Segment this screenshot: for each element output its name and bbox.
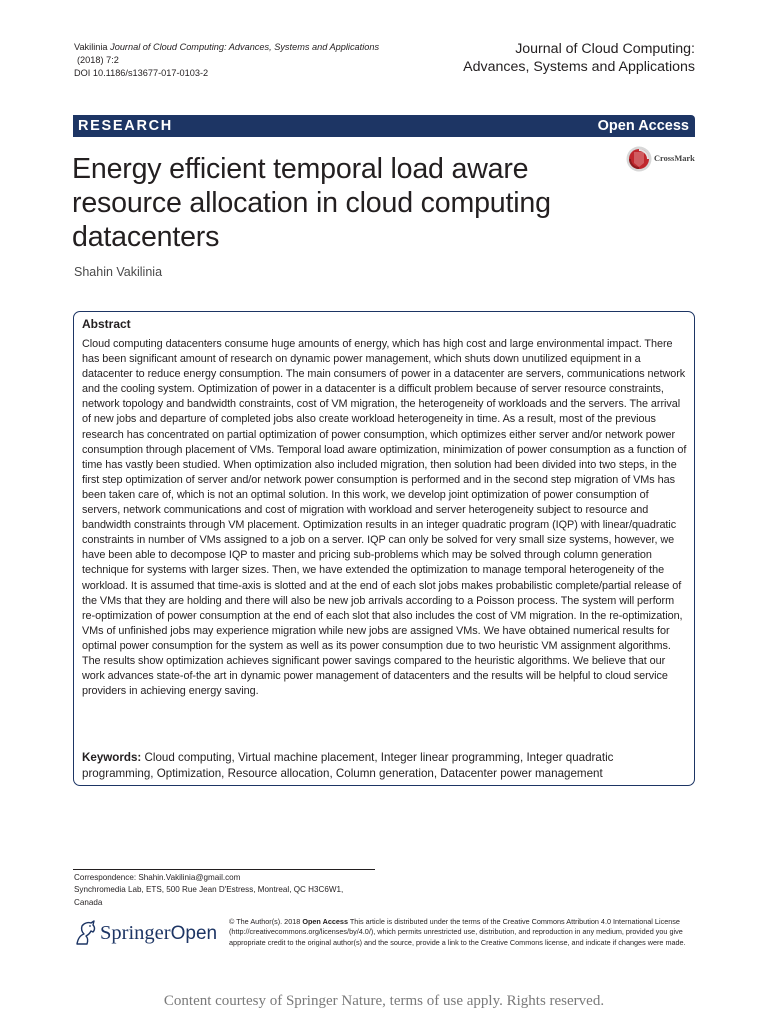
springer-open: Open [170, 923, 218, 944]
journal-name-line1: Journal of Cloud Computing: [515, 41, 695, 57]
article-type-label: RESEARCH [78, 118, 173, 134]
courtesy-note: Content courtesy of Springer Nature, terms of use apply. Rights reserved. [163, 993, 605, 1009]
crossmark-icon [626, 146, 652, 172]
keywords-list: Cloud computing, Virtual machine placement, Integer linear programming, Integer quadratic programming, Optimization, Resource allocation, Column generation, Datacenter power management [82, 751, 614, 780]
citation-block [74, 41, 404, 79]
cite-journal: Journal of Cloud Computing: Advances, Systems and Applications [110, 42, 380, 52]
affiliation-line1: Synchromedia Lab, ETS, 500 Rue Jean D'Estress, Montreal, QC H3C6W1, [74, 885, 344, 895]
abstract-body: Cloud computing datacenters consume huge amounts of energy, which has high cost and large environmental impact. There has been significant amount of research on dynamic power management, which shuts down unutilized equipment in a datacenter to reduce energy consumption. The main consumers of power in a datacenter are servers, communications network and the cooling system. Optimization of power in a datacenter is a difficult problem because of server resource constraints, network topology and bandwidth constraints, cost of VM migration, the heterogeneity of workloads and the servers. The arrival of new jobs and departure of completed jobs also create workload heterogeneity in time. As a result, most of the previous research has concentrated on partial optimization of power consumption, which optimizes either server and/or network power consumption through placement of VMs. Temporal load aware optimization, minimization of power consumption as a function of time has vastly been studied. When optimization also included migration, then solution had been divided into two steps, in the first step optimization of server and/or network power consumption is performed and in the second step migration of VMs has been taken care of, which is not an optimal solution. In this work, we develop joint optimization of power consumption of servers, network communications and cost of migration with workload and server heterogeneity subject to resource and bandwidth constraints through VM placement. Optimization results in an integer quadratic program (IQP) with linear/quadratic constraints in number of VMs assigned to a job on a server. IQP can only be solved for very small size systems, however, we have been able to decompose IQP to master and pricing sub-problems which may be solved through column generation technique for systems with larger sizes. Then, we have extended the optimization to manage temporal heterogeneity of the workload. It is assumed that time-axis is slotted and at the end of each slot jobs makes probabilistic complete/partial release of the VMs that they are holding and there will also be new job arrivals according to a Poisson process. The system will perform re-optimization of power consumption at the end of each slot that also includes the cost of VM migration. In the re-optimization, VMs of unfinished jobs may experience migration while new jobs are assigned VMs. We have obtained numerical results for optimal power consumption for the system as well as its power consumption due to two heuristic VM assignment algorithms. The results show optimization achieves significant power savings compared to the heuristic algorithms. We believe that our work advances state-of-the art in dynamic power management of datacenters and the results will be helpful to cloud service providers in achieving energy saving. [82, 338, 687, 698]
license-prefix: © The Author(s). 2018 [229, 917, 303, 926]
open-access-label: Open Access [597, 118, 689, 134]
article-title: Energy efficient temporal load aware resource allocation in cloud computing datacenters [72, 153, 551, 253]
springer-open-logo[interactable] [73, 920, 218, 950]
journal-name-line2: Advances, Systems and Applications [463, 59, 695, 76]
footnote-rule [73, 869, 375, 870]
keywords-label: Keywords: [82, 751, 142, 764]
license-body: This article is distributed under the terms of the Creative Commons Attribution 4.0 International License (http://creativecommons.org/licenses/by/4.0/), which permits unrestricted use, distribution, and reproduction in any medium, provided you give appropriate credit to the original author(s) and the source, provide a link to the Creative Commons license, and indicate if changes were made. [229, 917, 686, 947]
abstract-heading: Abstract [82, 317, 131, 331]
license-text [229, 917, 697, 948]
license-open-access: Open Access [302, 917, 348, 926]
springer-wordmark [100, 922, 217, 945]
journal-name [365, 40, 695, 76]
correspondence-email[interactable]: Correspondence: Shahin.Vakilinia@gmail.com [74, 873, 241, 882]
cite-year: (2018) 7:2 [77, 54, 119, 65]
doi[interactable]: DOI 10.1186/s13677-017-0103-2 [74, 67, 209, 78]
cite-author: Vakilinia [74, 42, 108, 52]
springer-horse-icon [73, 920, 97, 947]
author-name: Shahin Vakilinia [74, 265, 163, 279]
springer-name: Springer [100, 922, 171, 944]
correspondence-footnote [74, 872, 394, 909]
keywords [82, 750, 688, 781]
crossmark-label: CrossMark [654, 154, 695, 163]
article-type-banner [73, 115, 695, 137]
affiliation-line2: Canada [74, 897, 103, 907]
crossmark-badge[interactable] [626, 146, 700, 172]
abstract-box [73, 311, 695, 786]
